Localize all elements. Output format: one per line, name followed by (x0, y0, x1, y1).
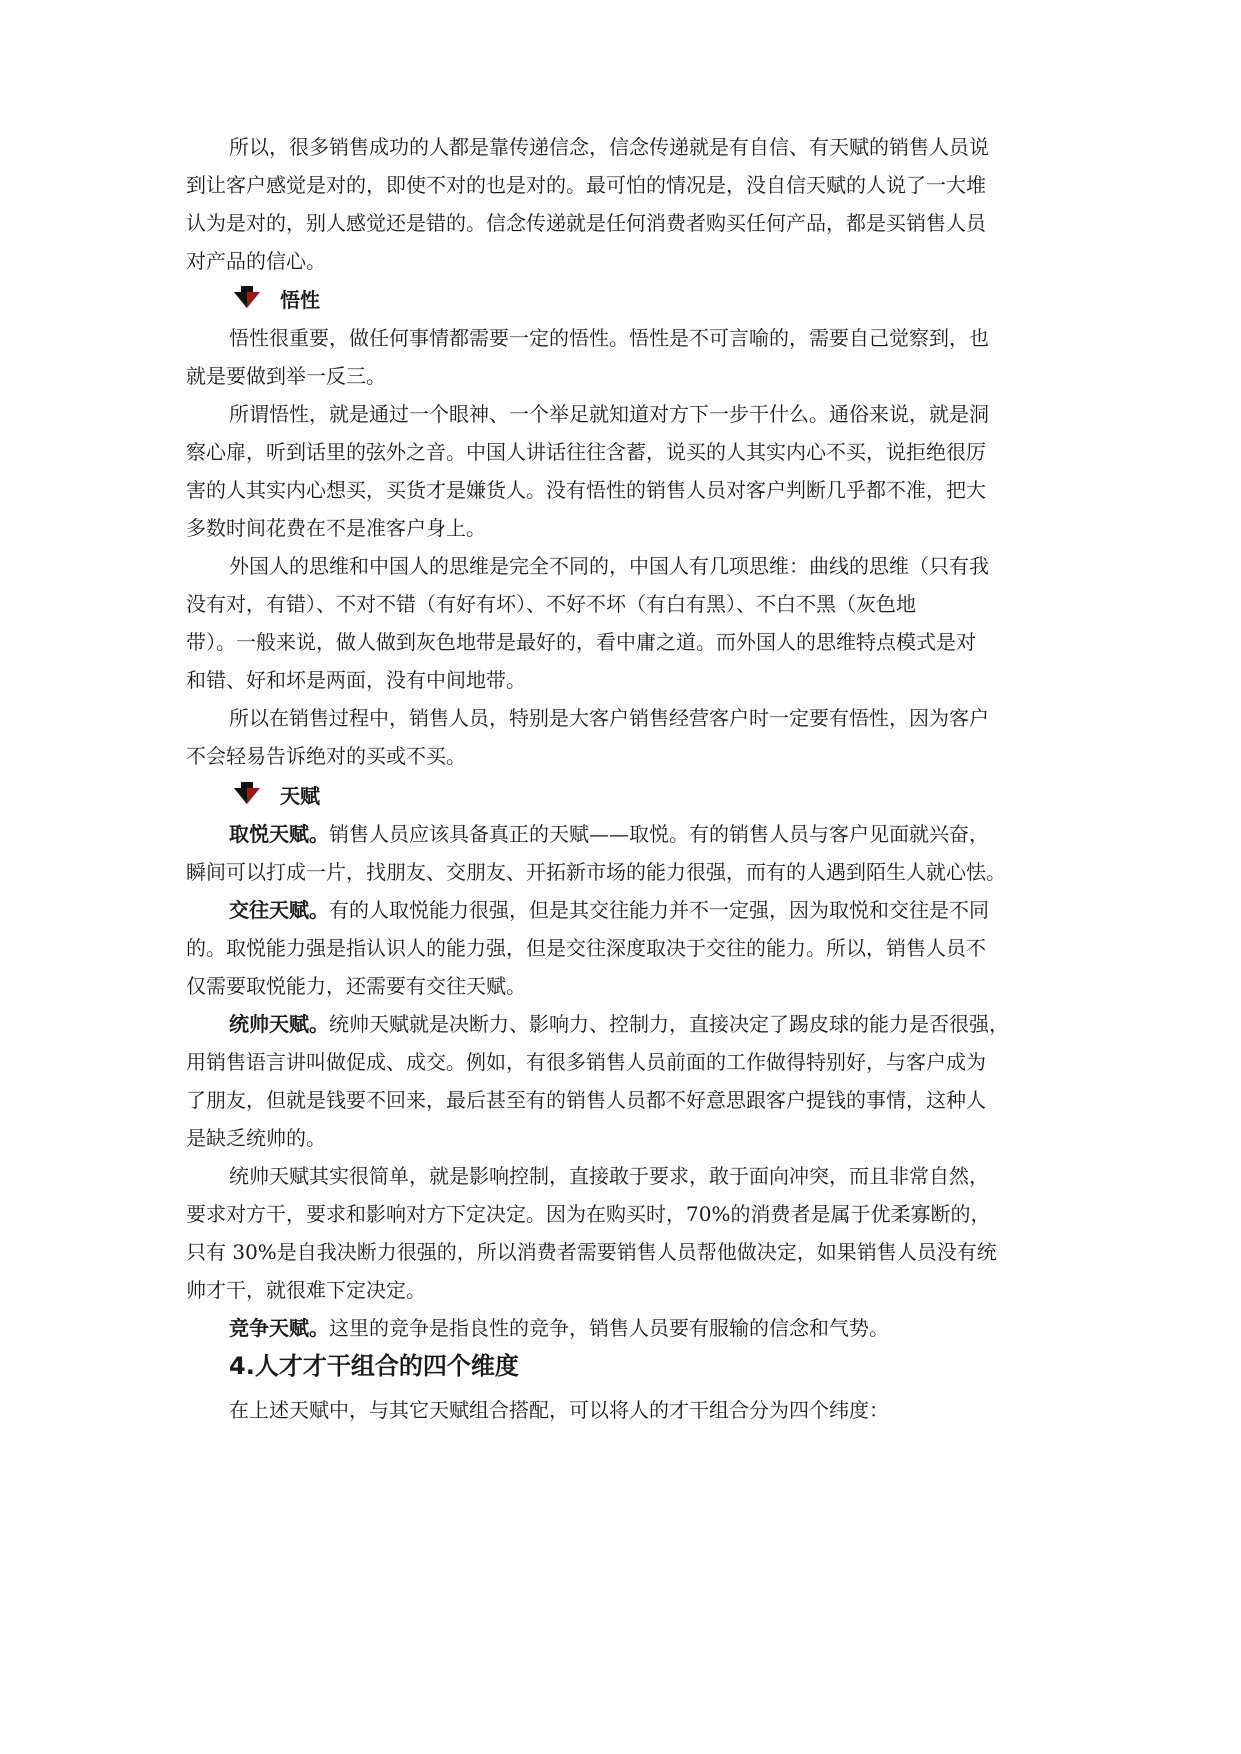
section-title: 4.人才才干组合的四个维度 (229, 1352, 519, 1380)
text-line (229, 1313, 1056, 1343)
bold-lead: 交往天赋。 (229, 898, 329, 922)
text-line: 了朋友，但就是钱要不回来，最后甚至有的销售人员都不好意思跟客户提钱的事情，这种人 (186, 1088, 986, 1112)
text-line: 在上述天赋中，与其它天赋组合搭配，可以将人的才干组合分为四个纬度： (229, 1398, 889, 1422)
text-line: 对产品的信心。 (186, 249, 326, 273)
text-line: 帅才干，就很难下定决定。 (186, 1278, 426, 1302)
text-line: 和错、好和坏是两面，没有中间地带。 (186, 668, 526, 692)
text-line: 不会轻易告诉绝对的买或不买。 (186, 744, 466, 768)
text-line: 带）。一般来说，做人做到灰色地带是最好的，看中庸之道。而外国人的思维特点模式是对 (186, 630, 976, 654)
diamond-arrow-icon (232, 286, 262, 310)
text-line: 的。取悦能力强是指认识人的能力强，但是交往深度取决于交往的能力。所以，销售人员不 (186, 936, 986, 960)
text-line: 认为是对的，别人感觉还是错的。信念传递就是任何消费者购买任何产品，都是买销售人员 (186, 211, 986, 235)
text-line: 害的人其实内心想买，买货才是嫌货人。没有悟性的销售人员对客户判断几乎都不准，把大 (186, 478, 986, 502)
bold-lead: 取悦天赋。 (229, 822, 329, 846)
text-line: 用销售语言讲叫做促成、成交。例如，有很多销售人员前面的工作做得特别好，与客户成为 (186, 1050, 986, 1074)
text-line: 就是要做到举一反三。 (186, 364, 386, 388)
text-line: 所以在销售过程中，销售人员，特别是大客户销售经营客户时一定要有悟性，因为客户 (229, 706, 989, 730)
text-line: 到让客户感觉是对的，即使不对的也是对的。最可怕的情况是，没自信天赋的人说了一大堆 (186, 173, 986, 197)
bold-lead: 统帅天赋。 (229, 1012, 329, 1036)
text-line: 所谓悟性，就是通过一个眼神、一个举足就知道对方下一步干什么。通俗来说，就是洞 (229, 402, 989, 426)
text-line: 没有对，有错）、不对不错（有好有坏）、不好不坏（有白有黑）、不白不黑（灰色地 (186, 592, 916, 616)
text-span: 统帅天赋就是决断力、影响力、控制力，直接决定了踢皮球的能力是否很强， (329, 1012, 1009, 1036)
section-heading-wuxing: 悟性 (280, 288, 320, 312)
text-line: 只有 30%是自我决断力很强的，所以消费者需要销售人员帮他做决定，如果销售人员没有统 (186, 1240, 997, 1264)
text-line: 仅需要取悦能力，还需要有交往天赋。 (186, 974, 526, 998)
text-line: 统帅天赋其实很简单，就是影响控制，直接敢于要求，敢于面向冲突，而且非常自然， (229, 1164, 989, 1188)
text-line: 外国人的思维和中国人的思维是完全不同的，中国人有几项思维：曲线的思维（只有我 (229, 554, 989, 578)
text-span: 这里的竞争是指良性的竞争，销售人员要有服输的信念和气势。 (329, 1316, 889, 1340)
text-line (229, 819, 1056, 849)
diamond-arrow-icon (232, 782, 262, 806)
text-line: 要求对方干，要求和影响对方下定决定。因为在购买时，70%的消费者是属于优柔寡断的， (186, 1202, 991, 1226)
text-span: 销售人员应该具备真正的天赋——取悦。有的销售人员与客户见面就兴奋， (329, 822, 989, 846)
text-line: 多数时间花费在不是准客户身上。 (186, 516, 486, 540)
text-line (229, 895, 1056, 925)
text-line: 察心扉，听到话里的弦外之音。中国人讲话往往含蓄，说买的人其实内心不买，说拒绝很厉 (186, 440, 986, 464)
bold-lead: 竞争天赋。 (229, 1316, 329, 1340)
text-line: 所以，很多销售成功的人都是靠传递信念，信念传递就是有自信、有天赋的销售人员说 (229, 135, 989, 159)
text-line (229, 1009, 1056, 1039)
section-heading-tianfu: 天赋 (280, 784, 320, 808)
text-line: 悟性很重要，做任何事情都需要一定的悟性。悟性是不可言喻的，需要自己觉察到，也 (229, 326, 989, 350)
text-line: 瞬间可以打成一片，找朋友、交朋友、开拓新市场的能力很强，而有的人遇到陌生人就心怯。 (186, 860, 1006, 884)
text-span: 有的人取悦能力很强，但是其交往能力并不一定强，因为取悦和交往是不同 (329, 898, 989, 922)
text-line: 是缺乏统帅的。 (186, 1126, 326, 1150)
